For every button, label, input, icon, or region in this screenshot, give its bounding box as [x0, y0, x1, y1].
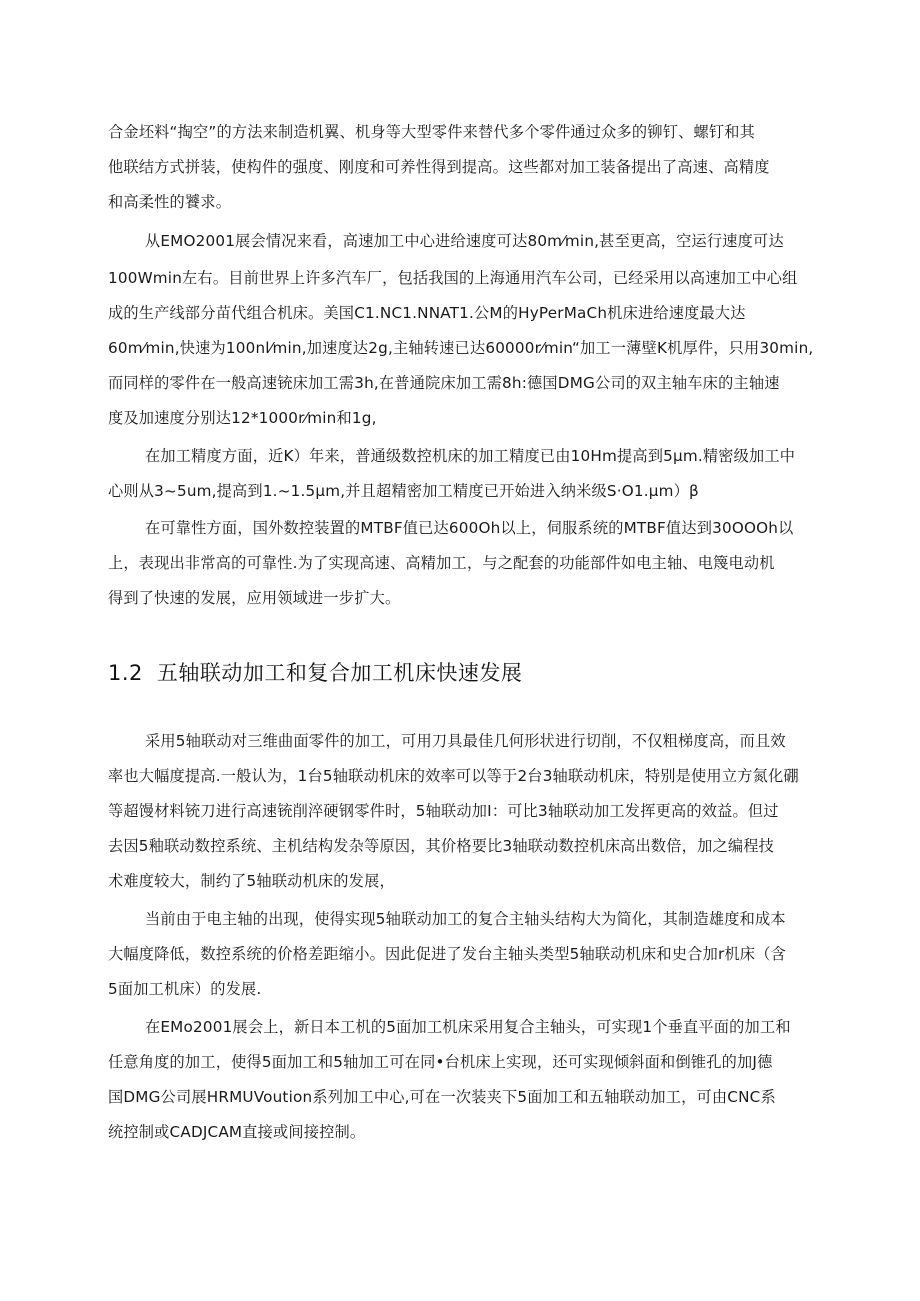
- section-title: 五轴联动加工和复合加工机床快速发展: [156, 661, 523, 685]
- text-line: 等超馒材料铳刀进行高速铳削淬硬钢零件时，5轴联动加I：可比3轴联动加工发挥更高的效益。但过: [108, 802, 779, 820]
- text-line: 和高柔性的饕求。: [108, 193, 232, 211]
- text-line: 在加工精度方面，近K）年来，普通级数控机床的加工精度已由10Hm提高到5μm.精密级加工中: [145, 447, 796, 465]
- section-heading: [108, 659, 522, 687]
- section-number: 1.2: [108, 661, 143, 685]
- text-line: 在可靠性方面，国外数控装置的MTBF值已达600Oh以上，伺服系统的MTBF值达到30OOOh以: [145, 519, 794, 537]
- text-line: 去因5釉联动数控系统、主机结构发杂等原因，其价格要比3轴联动数控机床高出数倍，加之编程技: [108, 837, 775, 855]
- text-line: 度及加速度分别达12*1000r⁄min和1g,: [108, 409, 377, 427]
- text-line: 而同样的零件在一般高速铳床加工需3h,在普通院床加工需8h:德国DMG公司的双主轴车床的主轴速: [108, 374, 780, 392]
- text-line: 心则从3~5um,提高到1.~1.5μm,并且超精密加工精度已开始进入纳米级S·O1.μm）β: [108, 482, 699, 500]
- text-line: 100Wmin左右。目前世界上许多汽车厂，包括我国的上海通用汽车公司，已经采用以高速加工中心组: [108, 269, 798, 287]
- text-line: 成的生产线部分苗代组合机床。美国C1.NC1.NNAT1.公M的HyPerMaCh机床进给速度最大达: [108, 304, 746, 322]
- text-line: 国DMG公司展HRMUVoution系列加工中心,可在一次装夹下5面加工和五轴联动加工，可由CNC系: [108, 1088, 776, 1106]
- text-line: 5面加工机床）的发展.: [108, 980, 262, 998]
- text-line: 任意角度的加工，使得5面加工和5轴加工可在同•台机床上实现，还可实现倾斜面和倒锥孔的加J德: [108, 1053, 773, 1071]
- text-line: 他联结方式拼装，使构件的强度、刚度和可养性得到提高。这些都对加工装备提出了高速、高精度: [108, 158, 770, 176]
- text-line: 率也大幅度提高.一般认为，1台5轴联动机床的效率可以等于2台3轴联动机床，特别是使用立方氮化硼: [108, 767, 799, 785]
- text-line: 术难度较大，制约了5轴联动机床的发展，: [108, 872, 395, 890]
- text-line: 在EMo2001展会上，新日本工机的5面加工机床采用复合主轴头，可实现1个垂直平面的加工和: [145, 1018, 791, 1036]
- text-line: 合金坯料“掏空”的方法来制造机翼、机身等大型零件来替代多个零件通过众多的铆钉、螺钉和其: [108, 123, 756, 141]
- text-line: 得到了快速的发展，应用领域进一步扩大。: [108, 589, 401, 607]
- text-line: 从EMO2001展会情况来看，高速加工中心进给速度可达80m⁄min,甚至更高，空运行速度可达: [145, 232, 784, 250]
- text-line: 大幅度降低，数控系统的价格差距缩小。因此促进了发台主轴头类型5轴联动机床和史合加r机床（含: [108, 945, 786, 963]
- text-line: 当前由于电主轴的出现，使得实现5轴联动加工的复合主轴头结构大为简化，其制造雄度和成本: [145, 910, 786, 928]
- text-line: 统控制或CADJCAM直接或间接控制。: [108, 1123, 366, 1141]
- text-line: 上，表现出非常高的可靠性.为了实现高速、高精加工，与之配套的功能部件如电主轴、电篾电动机: [108, 554, 775, 572]
- text-line: 采用5轴联动对三维曲面零件的加工，可用刀具最佳几何形状进行切削，不仅粗梯度高，而且效: [145, 732, 786, 750]
- text-line: 60m⁄min,快速为100nl⁄min,加速度达2g,主轴转速已达60000r⁄min“加工一薄壁K机厚件，只用30min,: [108, 339, 814, 357]
